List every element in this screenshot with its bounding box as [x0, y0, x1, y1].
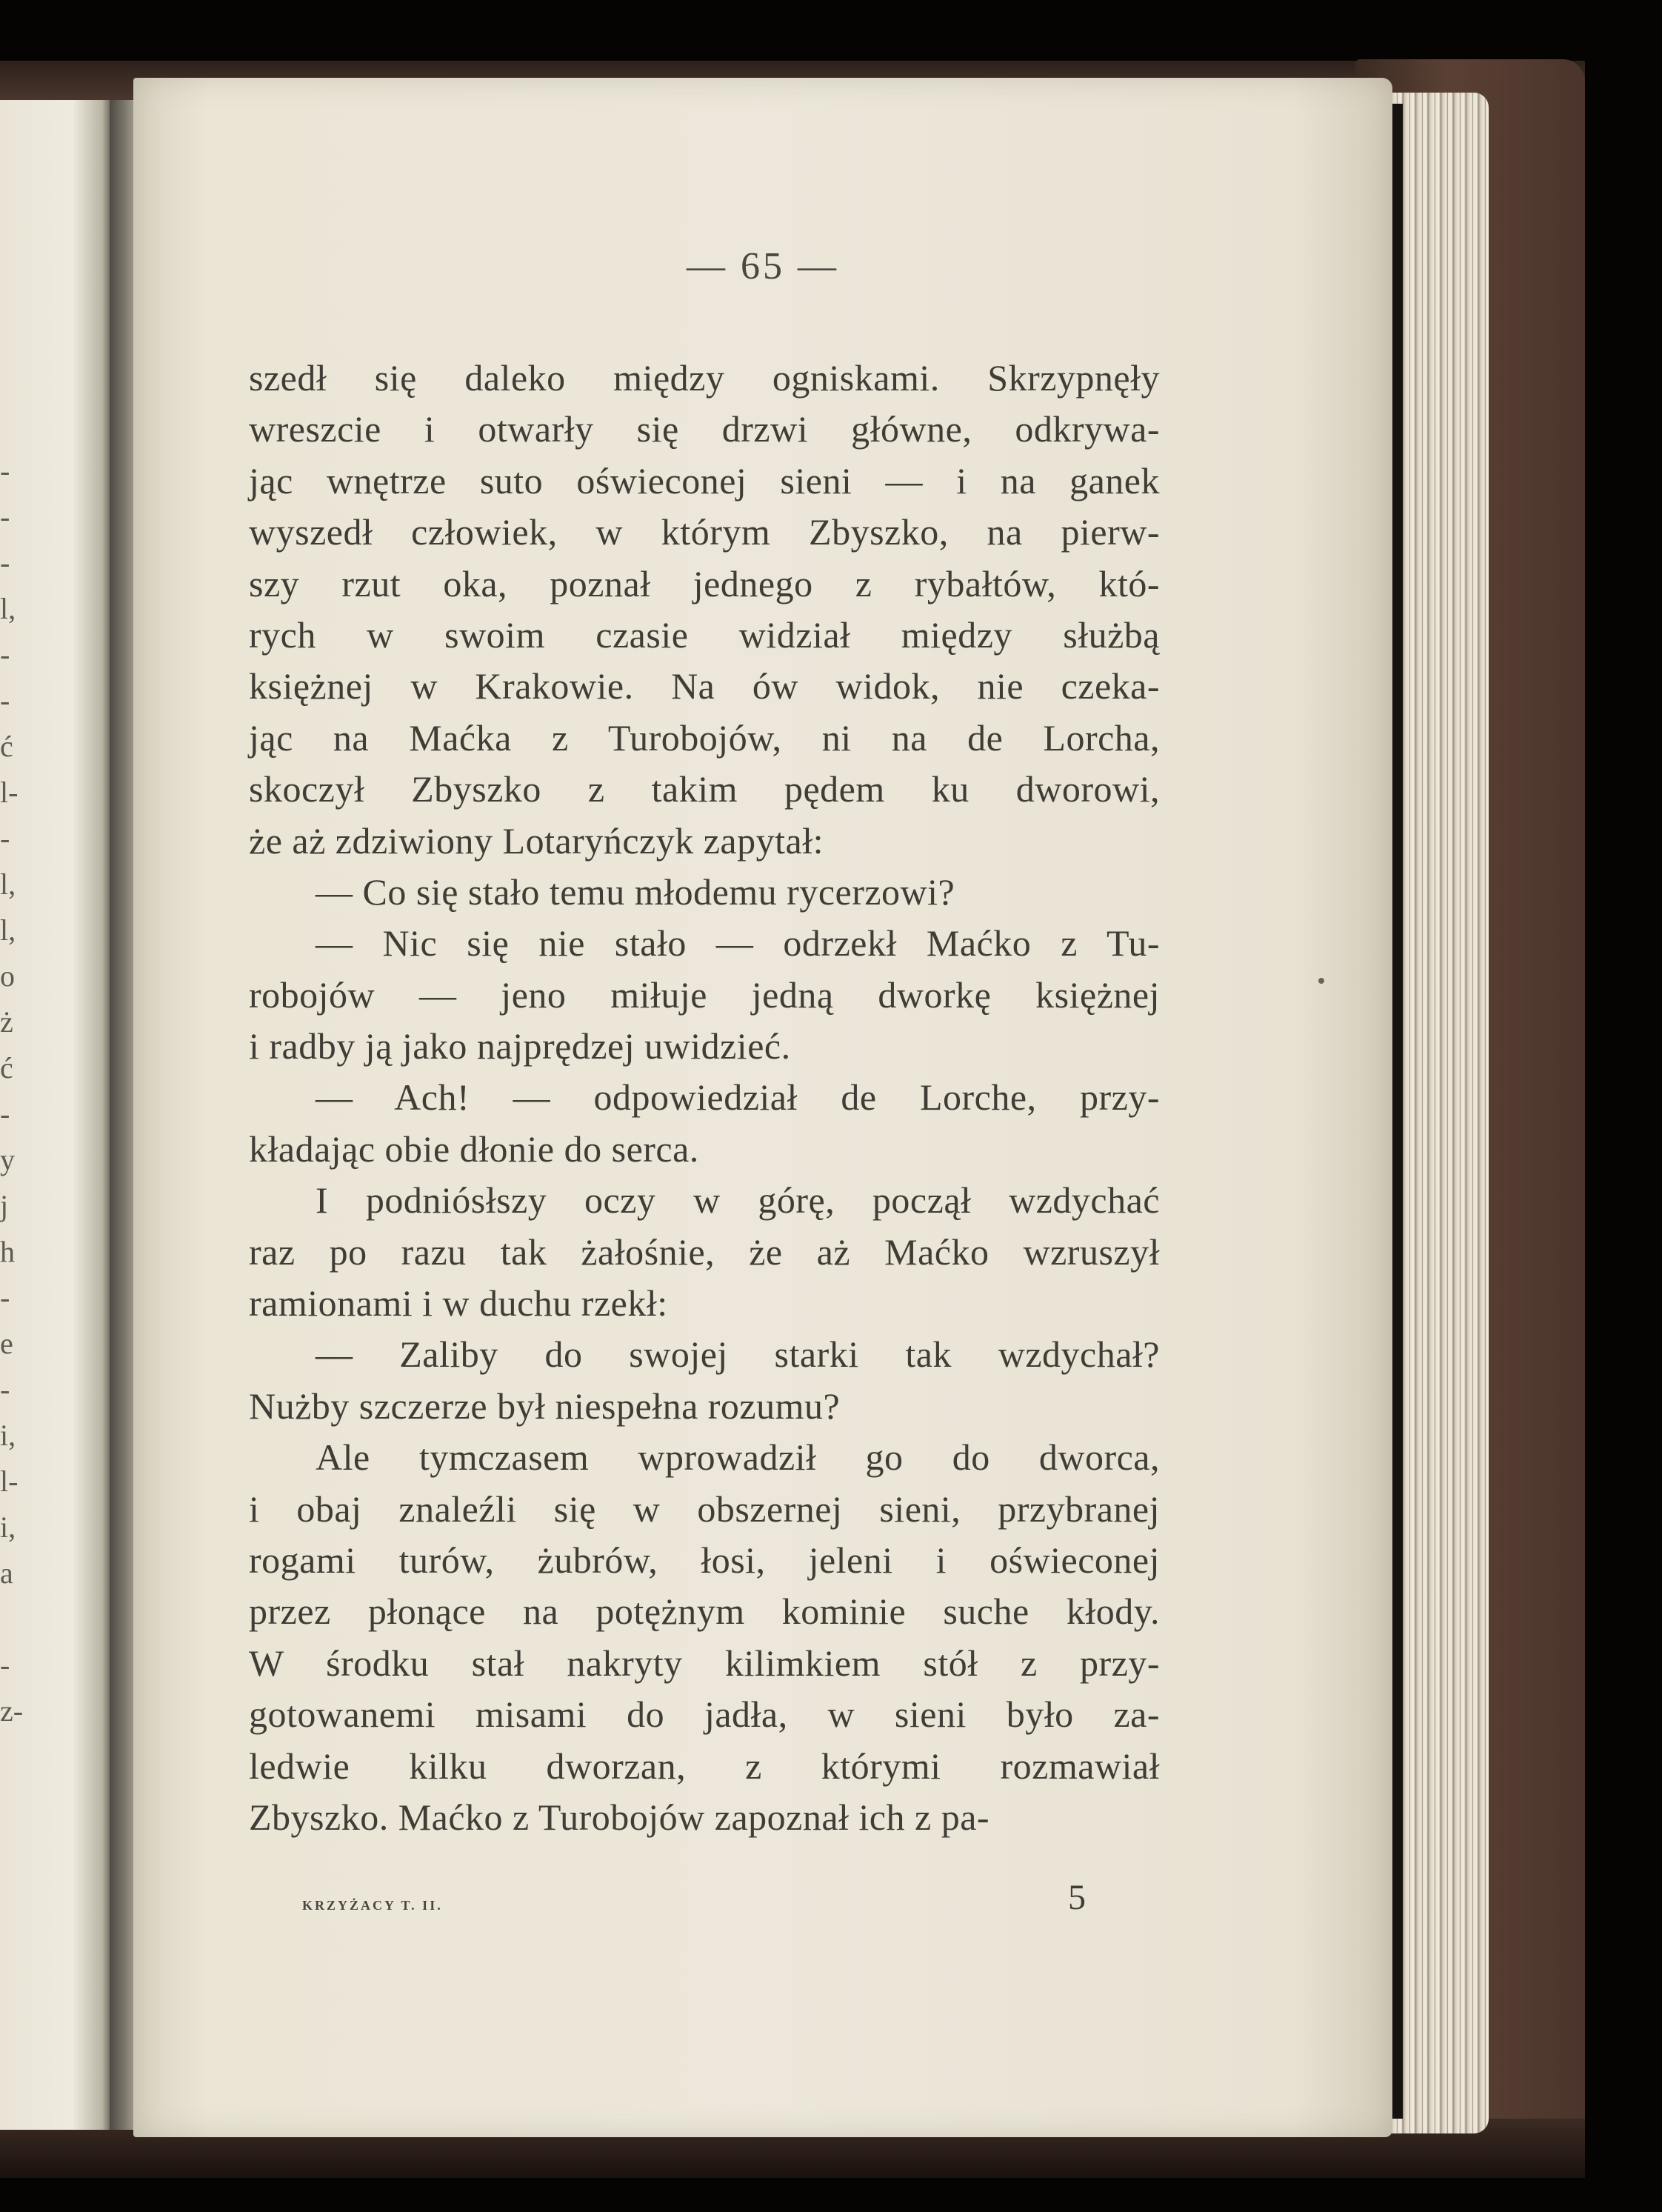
left-page-fragment: -	[0, 1648, 10, 1682]
printer-signature: KRZYŻACY T. II.	[302, 1898, 443, 1913]
text-line: ledwie kilku dworzan, z którymi rozmawiał	[249, 1745, 1160, 1787]
left-page-fragment: -	[0, 1097, 10, 1130]
text-line: i radby ją jako najprędzej uwidzieć.	[249, 1025, 791, 1067]
left-page-fragment: l-	[0, 1465, 19, 1498]
left-page-fragment: -	[0, 684, 10, 717]
text-line: i obaj znaleźli się w obszernej sieni, przybranej	[249, 1488, 1160, 1530]
left-page-fragment: -	[0, 822, 10, 855]
left-page-fragment: -	[0, 500, 10, 533]
text-line: W środku stał nakryty kilimkiem stół z przy-	[249, 1642, 1160, 1684]
left-page-fragment: ć	[0, 730, 13, 763]
page-body-text	[249, 353, 1160, 1843]
left-page	[0, 100, 111, 2130]
left-page-fragment: -	[0, 1373, 10, 1406]
page-footer	[249, 1877, 1086, 1929]
page-edge-shadow	[1392, 104, 1403, 2119]
text-line: — Nic się nie stało — odrzekł Maćko z Tu-	[316, 922, 1160, 965]
left-page-fragment: y	[0, 1143, 15, 1176]
left-page-fragment: l,	[0, 867, 16, 901]
text-line: — Zaliby do swojej starki tak wzdychał?	[316, 1333, 1160, 1376]
left-page-fragment: i,	[0, 1510, 16, 1544]
running-head: — 65 —	[687, 245, 839, 287]
signature-number: 5	[1068, 1878, 1086, 1917]
text-line: Ale tymczasem wprowadził go do dworca,	[316, 1436, 1160, 1479]
text-line: wyszedł człowiek, w którym Zbyszko, na pierw-	[249, 511, 1160, 553]
left-page-fragment: -	[0, 546, 10, 579]
text-line: ramionami i w duchu rzekł:	[249, 1282, 668, 1325]
text-line: skoczył Zbyszko z takim pędem ku dworowi,	[249, 768, 1160, 810]
left-page-fragment: o	[0, 959, 15, 993]
text-line: szedł się daleko między ogniskami. Skrzypnęły	[249, 357, 1160, 399]
left-page-fragment: -	[0, 638, 10, 671]
text-line: księżnej w Krakowie. Na ów widok, nie czeka-	[249, 665, 1160, 707]
text-line: kładając obie dłonie do serca.	[249, 1127, 699, 1170]
text-line: raz po razu tak żałośnie, że aż Maćko wzruszył	[249, 1230, 1160, 1273]
left-page-fragment: l,	[0, 913, 16, 947]
left-page-fragment	[0, 1596, 30, 1642]
text-line: I podniósłszy oczy w górę, począł wzdychać	[316, 1179, 1160, 1222]
text-line: Zbyszko. Maćko z Turobojów zapoznał ich z pa-	[249, 1796, 990, 1838]
left-page-fragment: a	[0, 1556, 13, 1590]
left-page-fragment: l-	[0, 776, 19, 809]
left-page-fragment: e	[0, 1327, 13, 1360]
paper-speck	[1318, 978, 1324, 984]
text-line: robojów — jeno miłuje jedną dworkę księżnej	[249, 973, 1160, 1016]
text-line: — Co się stało temu młodemu rycerzowi?	[316, 870, 955, 913]
text-line: wreszcie i otwarły się drzwi główne, odkrywa-	[249, 408, 1160, 450]
text-line: rogami turów, żubrów, łosi, jeleni i oświeconej	[249, 1539, 1160, 1581]
left-page-fragment: h	[0, 1235, 15, 1268]
text-line: gotowanemi misami do jadła, w sieni było za-	[249, 1693, 1160, 1736]
left-page-edge-text	[0, 448, 30, 1734]
left-page-fragment: j	[0, 1189, 9, 1222]
left-page-fragment: z-	[0, 1694, 24, 1728]
text-line: — Ach! — odpowiedział de Lorche, przy-	[316, 1076, 1160, 1119]
left-page-fragment: ż	[0, 1005, 13, 1039]
left-page-fragment: i,	[0, 1419, 16, 1452]
left-page-fragment: -	[0, 1281, 10, 1314]
text-line: że aż zdziwiony Lotaryńczyk zapytał:	[249, 819, 824, 862]
text-line: jąc na Maćka z Turobojów, ni na de Lorcha,	[249, 716, 1160, 759]
left-page-fragment: l,	[0, 592, 16, 625]
left-page-fragment: -	[0, 454, 10, 487]
text-line: szy rzut oka, poznał jednego z rybałtów, któ-	[249, 562, 1160, 604]
text-line: jąc wnętrze suto oświeconej sieni — i na ganek	[249, 459, 1160, 502]
left-page-fragment: ć	[0, 1051, 13, 1085]
text-line: przez płonące na potężnym kominie suche kłody.	[249, 1590, 1160, 1633]
text-line: rych w swoim czasie widział między służbą	[249, 613, 1160, 656]
text-line: Nużby szczerze był niespełna rozumu?	[249, 1385, 841, 1427]
